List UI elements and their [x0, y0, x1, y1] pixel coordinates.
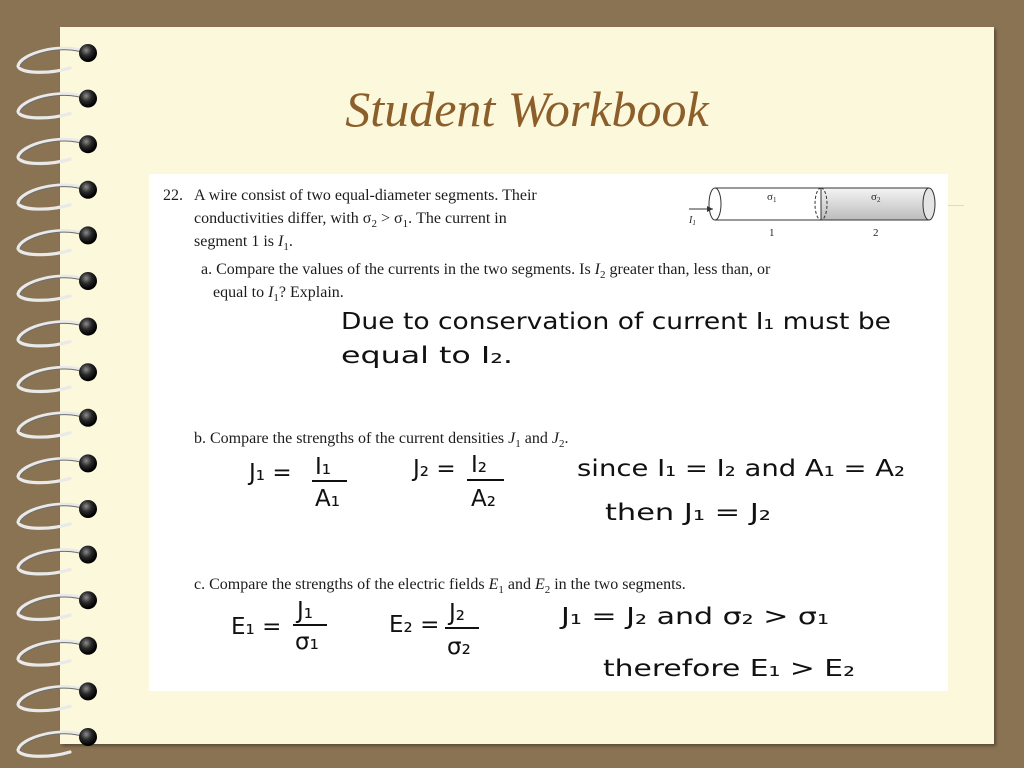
e2-denominator: σ₂ — [447, 634, 471, 660]
j2-denominator: A₂ — [471, 486, 496, 512]
e2-numerator: J₂ — [449, 600, 466, 626]
spiral-coil — [18, 454, 97, 482]
j1-lhs: J₁ = — [249, 460, 292, 486]
part-b-then-statement: then J₁ = J₂ — [605, 500, 771, 526]
spiral-coil — [18, 272, 97, 300]
problem-intro-line1: A wire consist of two equal-diameter segments. Their — [194, 187, 537, 204]
spiral-coil — [18, 226, 97, 254]
j1-numerator: I₁ — [315, 454, 332, 480]
part-c-therefore: therefore E₁ > E₂ — [603, 656, 855, 682]
part-b-question: b. Compare the strengths of the current densities $J_1$ and $J_2$. — [194, 430, 569, 451]
spiral-coil — [18, 363, 97, 391]
spiral-coil — [18, 591, 97, 619]
slide-title: Student Workbook — [345, 81, 709, 137]
spiral-coil — [18, 90, 97, 118]
diagram-current-label: $I_1$ — [689, 215, 696, 227]
e2-lhs: E₂ = — [389, 612, 440, 638]
spiral-coil — [18, 682, 97, 710]
spiral-coil — [18, 135, 97, 163]
diagram-segment2-label: 2 — [873, 227, 879, 239]
spiral-coil — [18, 44, 97, 72]
j1-denominator: A₁ — [315, 486, 340, 512]
problem-intro-line3: segment 1 is $I_1$. — [194, 233, 293, 254]
part-b-since-statement: since I₁ = I₂ and A₁ = A₂ — [577, 456, 905, 482]
spiral-coil — [18, 728, 97, 756]
spiral-coil — [18, 181, 97, 209]
e1-lhs: E₁ = — [231, 614, 282, 640]
problem-number: 22. — [163, 187, 183, 204]
part-c-question: c. Compare the strengths of the electric fields $E_1$ and $E_2$ in the two segments. — [194, 576, 686, 597]
e1-denominator: σ₁ — [295, 629, 319, 655]
spiral-coil — [18, 318, 97, 346]
part-a-question-line1: a. Compare the values of the currents in the two segments. Is $I_2$ greater than, less than, or — [201, 261, 771, 282]
handwritten-answers — [149, 174, 948, 691]
diagram-segment1-label: 1 — [769, 227, 775, 239]
worksheet-scan — [149, 174, 948, 691]
diagram-sigma1-label: σ1 — [767, 191, 777, 204]
part-c-relation: J₁ = J₂ and σ₂ > σ₁ — [558, 604, 829, 630]
diagram-sigma2-label: σ2 — [871, 191, 881, 204]
spiral-coil — [18, 546, 97, 574]
spiral-coil — [18, 500, 97, 528]
part-a-answer-line2: equal to I₂. — [341, 343, 513, 369]
spiral-coil — [18, 409, 97, 437]
spiral-binding — [0, 0, 110, 768]
j2-lhs: J₂ = — [413, 456, 456, 482]
e1-numerator: J₁ — [297, 598, 314, 624]
problem-intro-line2: conductivities differ, with $\sigma_2 > \sigma_1$. The current in — [194, 210, 507, 231]
spiral-coils — [18, 44, 97, 756]
part-a-answer-line1: Due to conservation of current I₁ must be — [341, 309, 891, 335]
spiral-coil — [18, 637, 97, 665]
j2-numerator: I₂ — [471, 452, 488, 478]
part-a-question-line2: equal to $I_1$? Explain. — [213, 284, 344, 305]
